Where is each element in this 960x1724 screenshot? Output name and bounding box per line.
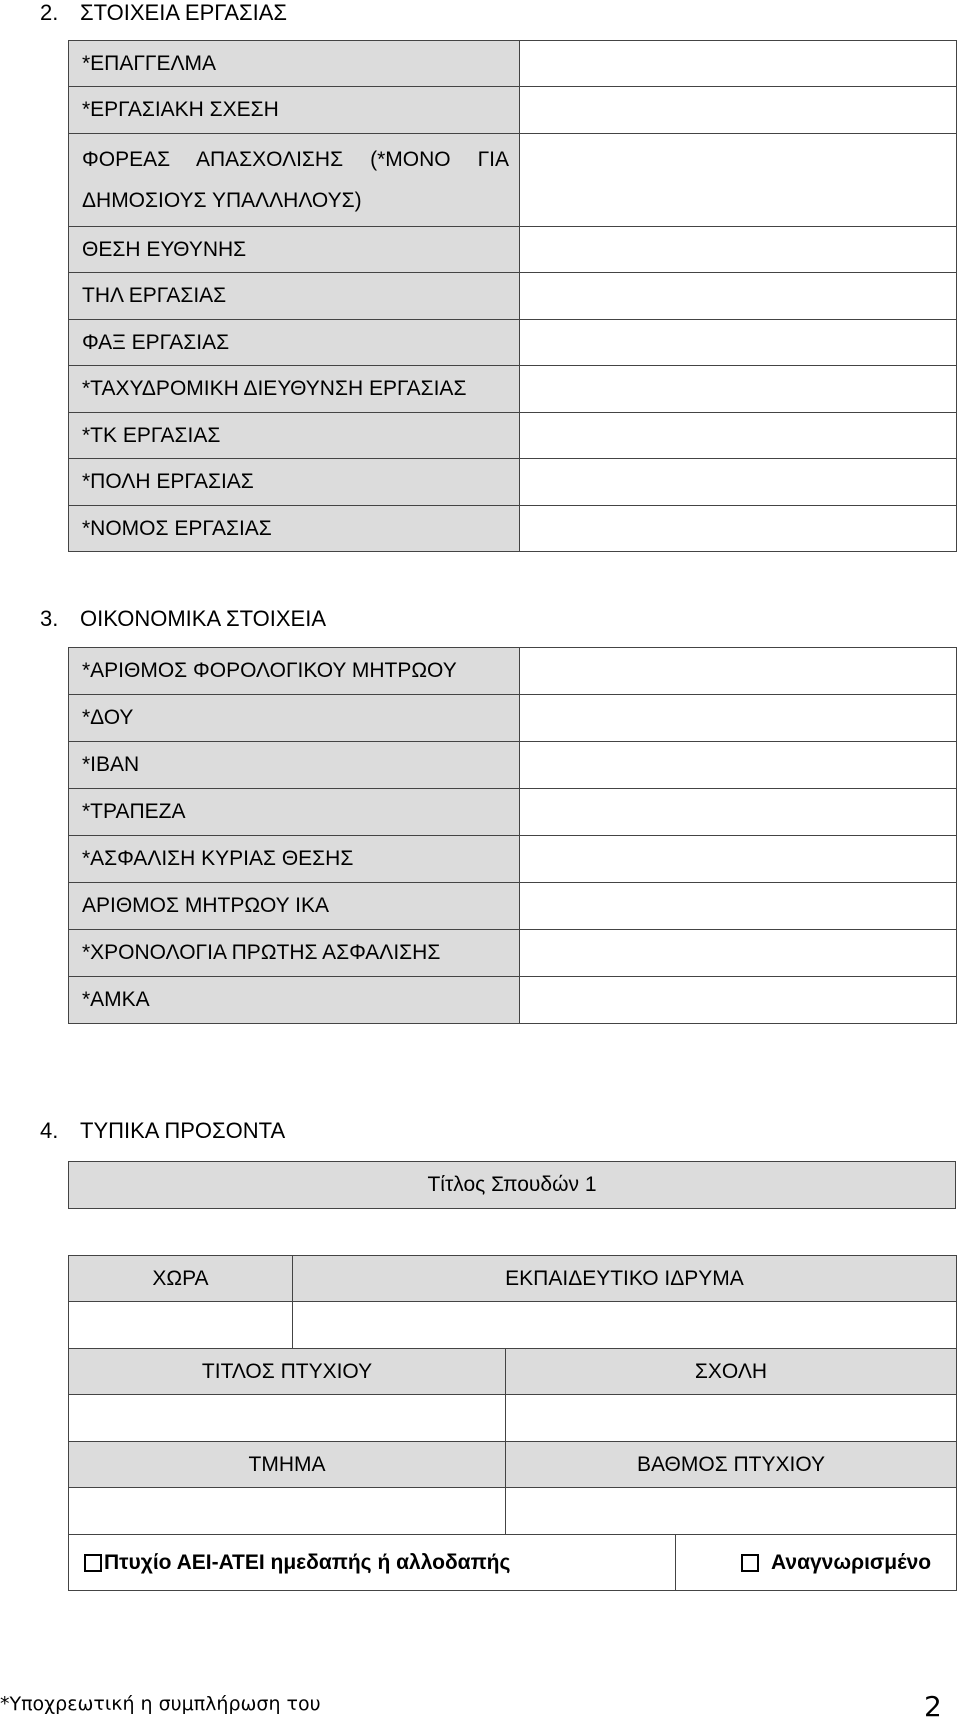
field-label: *ΑΜΚΑ xyxy=(69,977,520,1024)
field-input[interactable] xyxy=(520,977,957,1024)
field-label: *ΕΠΑΓΓΕΛΜΑ xyxy=(69,41,520,87)
field-label: *ΤΚ ΕΡΓΑΣΙΑΣ xyxy=(69,413,520,459)
field-label: ΦΑΞ ΕΡΓΑΣΙΑΣ xyxy=(69,320,520,366)
field-label: *IBAN xyxy=(69,742,520,789)
institution-input[interactable] xyxy=(293,1302,957,1349)
section-3-heading xyxy=(40,606,326,632)
section-title: ΤΥΠΙΚΑ ΠΡΟΣΟΝΤΑ xyxy=(80,1118,286,1143)
degree-header: ΤΙΤΛΟΣ ΠΤΥΧΙΟΥ xyxy=(69,1349,506,1395)
domestic-foreign-checkbox-cell[interactable] xyxy=(69,1535,676,1591)
country-input[interactable] xyxy=(69,1302,293,1349)
section-number: 2. xyxy=(40,0,59,25)
field-input[interactable] xyxy=(520,506,957,552)
field-input[interactable] xyxy=(520,41,957,87)
field-label: ΦΟΡΕΑΣ ΑΠΑΣΧΟΛΙΣΗΣ (*ΜΟΝΟ ΓΙΑ ΔΗΜΟΣΙΟΥΣ ΥΠΑΛΛΗΛΟΥΣ) xyxy=(69,134,520,227)
country-institution-table xyxy=(68,1255,957,1349)
page-number: 2 xyxy=(924,1690,942,1723)
field-label: *ΧΡΟΝΟΛΟΓΙΑ ΠΡΩΤΗΣ ΑΣΦΑΛΙΣΗΣ xyxy=(69,930,520,977)
school-input[interactable] xyxy=(506,1395,957,1442)
field-input[interactable] xyxy=(520,366,957,413)
section-title: ΣΤΟΙΧΕΙΑ ΕΡΓΑΣΙΑΣ xyxy=(80,0,288,25)
field-label: *ΑΣΦΑΛΙΣΗ ΚΥΡΙΑΣ ΘΕΣΗΣ xyxy=(69,836,520,883)
section-number: 3. xyxy=(40,606,59,631)
field-input[interactable] xyxy=(520,320,957,366)
field-label: ΘΕΣΗ ΕΥΘΥΝΗΣ xyxy=(69,227,520,273)
field-label: *ΕΡΓΑΣΙΑΚΗ ΣΧΕΣΗ xyxy=(69,87,520,134)
field-label: ΤΗΛ ΕΡΓΑΣΙΑΣ xyxy=(69,273,520,320)
field-input[interactable] xyxy=(520,413,957,459)
grade-input[interactable] xyxy=(506,1488,957,1535)
footer-note: *Υποχρεωτική η συμπλήρωση του xyxy=(0,1693,321,1715)
school-header: ΣΧΟΛΗ xyxy=(506,1349,957,1395)
field-input[interactable] xyxy=(520,459,957,506)
degree-input[interactable] xyxy=(69,1395,506,1442)
financial-details-table xyxy=(68,647,957,1024)
field-input[interactable] xyxy=(520,227,957,273)
department-header: ΤΜΗΜΑ xyxy=(69,1442,506,1488)
field-label: ΑΡΙΘΜΟΣ ΜΗΤΡΩΟΥ ΙΚΑ xyxy=(69,883,520,930)
field-input[interactable] xyxy=(520,695,957,742)
field-input[interactable] xyxy=(520,273,957,320)
field-input[interactable] xyxy=(520,134,957,227)
checkbox-recognized-label: Αναγνωρισμένο xyxy=(771,1550,932,1574)
checkbox-domestic-label: Πτυχίο ΑΕΙ-ΑΤΕΙ ημεδαπής ή αλλοδαπής xyxy=(104,1550,511,1574)
grade-header: ΒΑΘΜΟΣ ΠΤΥΧΙΟΥ xyxy=(506,1442,957,1488)
department-input[interactable] xyxy=(69,1488,506,1535)
country-header: ΧΩΡΑ xyxy=(69,1256,293,1302)
field-input[interactable] xyxy=(520,930,957,977)
field-input[interactable] xyxy=(520,789,957,836)
field-label: *ΤΑΧΥΔΡΟΜΙΚΗ ΔΙΕΥΘΥΝΣΗ ΕΡΓΑΣΙΑΣ xyxy=(69,366,520,413)
section-number: 4. xyxy=(40,1118,59,1143)
section-2-heading xyxy=(40,0,287,26)
recognized-checkbox-cell[interactable] xyxy=(676,1535,957,1591)
field-input[interactable] xyxy=(520,836,957,883)
degree-type-table xyxy=(68,1534,957,1591)
field-input[interactable] xyxy=(520,87,957,134)
field-label: *ΔΟΥ xyxy=(69,695,520,742)
degree-school-table xyxy=(68,1348,957,1535)
field-input[interactable] xyxy=(520,742,957,789)
field-label: *ΤΡΑΠΕΖΑ xyxy=(69,789,520,836)
work-details-table xyxy=(68,40,957,552)
checkbox-recognized[interactable] xyxy=(741,1554,759,1572)
field-label: *ΑΡΙΘΜΟΣ ΦΟΡΟΛΟΓΙΚΟΥ ΜΗΤΡΩΟΥ xyxy=(69,648,520,695)
degree-title-header: Τίτλος Σπουδών 1 xyxy=(69,1162,956,1209)
section-title: ΟΙΚΟΝΟΜΙΚΑ ΣΤΟΙΧΕΙΑ xyxy=(80,606,327,631)
field-input[interactable] xyxy=(520,883,957,930)
field-input[interactable] xyxy=(520,648,957,695)
institution-header: ΕΚΠΑΙΔΕΥΤΙΚΟ ΙΔΡΥΜΑ xyxy=(293,1256,957,1302)
field-label: *ΠΟΛΗ ΕΡΓΑΣΙΑΣ xyxy=(69,459,520,506)
field-label: *ΝΟΜΟΣ ΕΡΓΑΣΙΑΣ xyxy=(69,506,520,552)
section-4-heading xyxy=(40,1118,285,1144)
checkbox-domestic[interactable] xyxy=(84,1554,102,1572)
degree-title-table xyxy=(68,1161,956,1209)
